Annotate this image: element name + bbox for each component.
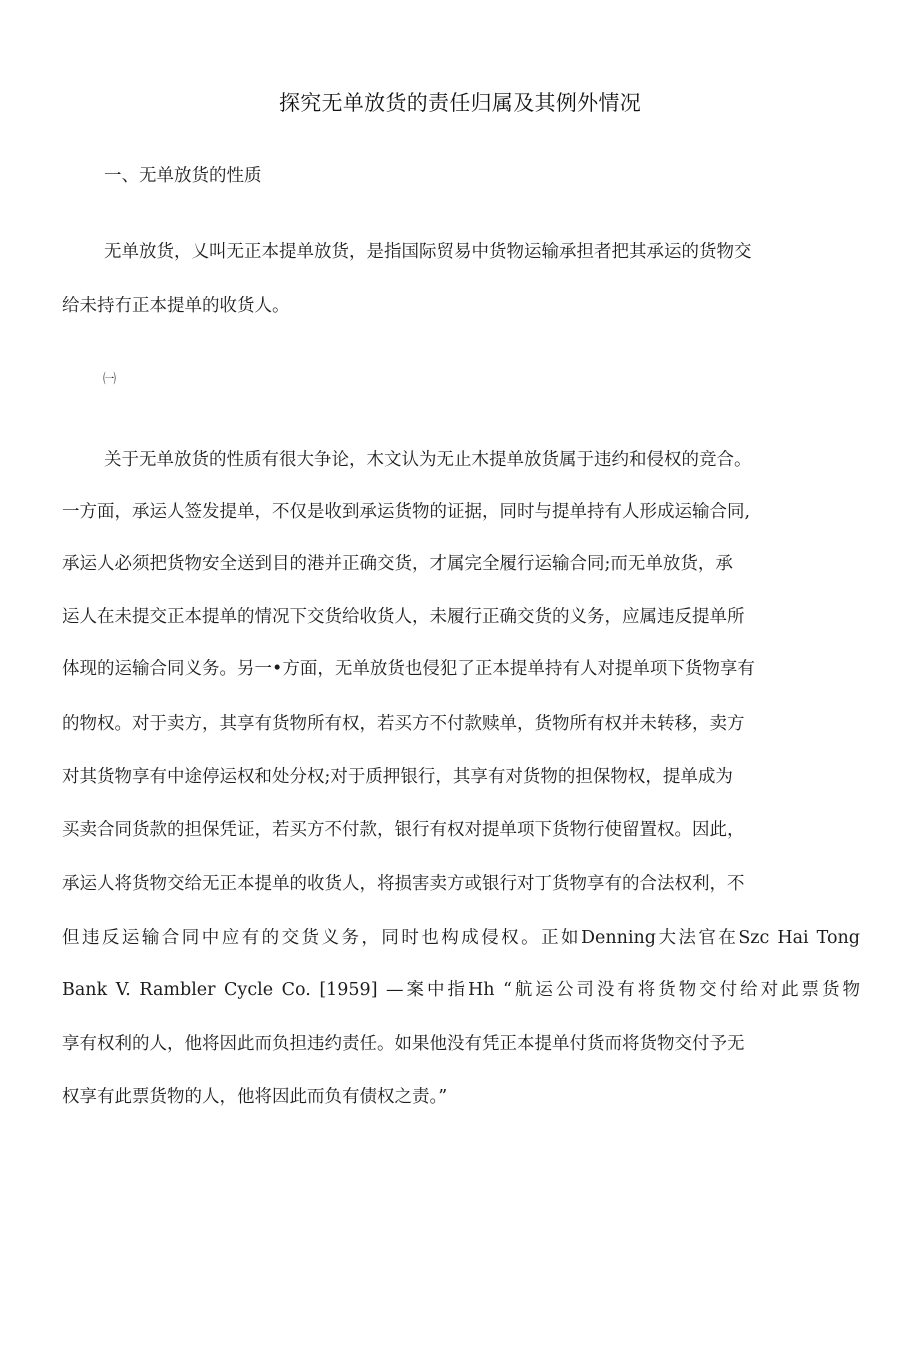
paragraph-line: 给未持冇正本提单的收货人。 bbox=[62, 296, 290, 316]
paragraph-line: 运人在未提交正本提单的情况下交货给收货人，未履行正确交货的义务，应属违反提单所 bbox=[62, 607, 745, 627]
paragraph-line: Bank V. Rambler Cycle Co. [1959] —案中指Hh “航运公司没有将货物交付给对此票货物 bbox=[62, 980, 860, 1000]
paragraph-line: 一方面，承运人签发提单，不仅是收到承运货物的证据，同时与提单持有人形成运输合同, bbox=[62, 502, 751, 522]
paragraph-line: 权享有此票货物的人，他将因此而负有债权之责。” bbox=[62, 1087, 448, 1107]
paragraph-line: 的物权。对于卖方，其享有货物所有权，若买方不付款赎单，货物所有权并未转移，卖方 bbox=[62, 714, 745, 734]
paragraph-line: 关于无单放货的性质有很大争论，木文认为无止木提单放货属于违约和侵权的竞合。 bbox=[104, 450, 752, 470]
document-title: 探究无单放货的责任归属及其例外情况 bbox=[278, 91, 642, 115]
paragraph-line: 无单放货，乂叫无正本提单放货，是指国际贸易中货物运输承担者把其承运的货物交 bbox=[104, 242, 752, 262]
paragraph-line: 享有权利的人，他将因此而负担违约责任。如果他没有凭正本提单付货而将货物交付予无 bbox=[62, 1034, 745, 1054]
paragraph-line: 承运人必须把货物安全送到目的港并正确交货，才属完全履行运输合同;而无单放货，承 bbox=[62, 554, 733, 574]
subsection-marker: ㈠ bbox=[103, 372, 117, 387]
paragraph-line: 对其货物享有中途停运权和处分权;对于质押银行，其享有对货物的担保物权，提单成为 bbox=[62, 767, 733, 787]
paragraph-line: 买卖合同货款的担保凭证，若买方不付款，银行有权对提单项下货物行使留置权。因此， bbox=[62, 820, 745, 840]
section-heading: 一、无单放货的性质 bbox=[104, 166, 262, 186]
paragraph-line: 但违反运输合同中应有的交货义务，同时也构成侵权。正如Denning大法官在Szc Hai Tong bbox=[62, 928, 860, 948]
paragraph-line: 体现的运输合同义务。另一•方面，无单放货也侵犯了正本提单持有人对提单项下货物享有 bbox=[62, 659, 755, 679]
paragraph-line: 承运人将货物交给无正本提单的收货人，将损害卖方或银行对丁货物享有的合法权利，不 bbox=[62, 874, 745, 894]
